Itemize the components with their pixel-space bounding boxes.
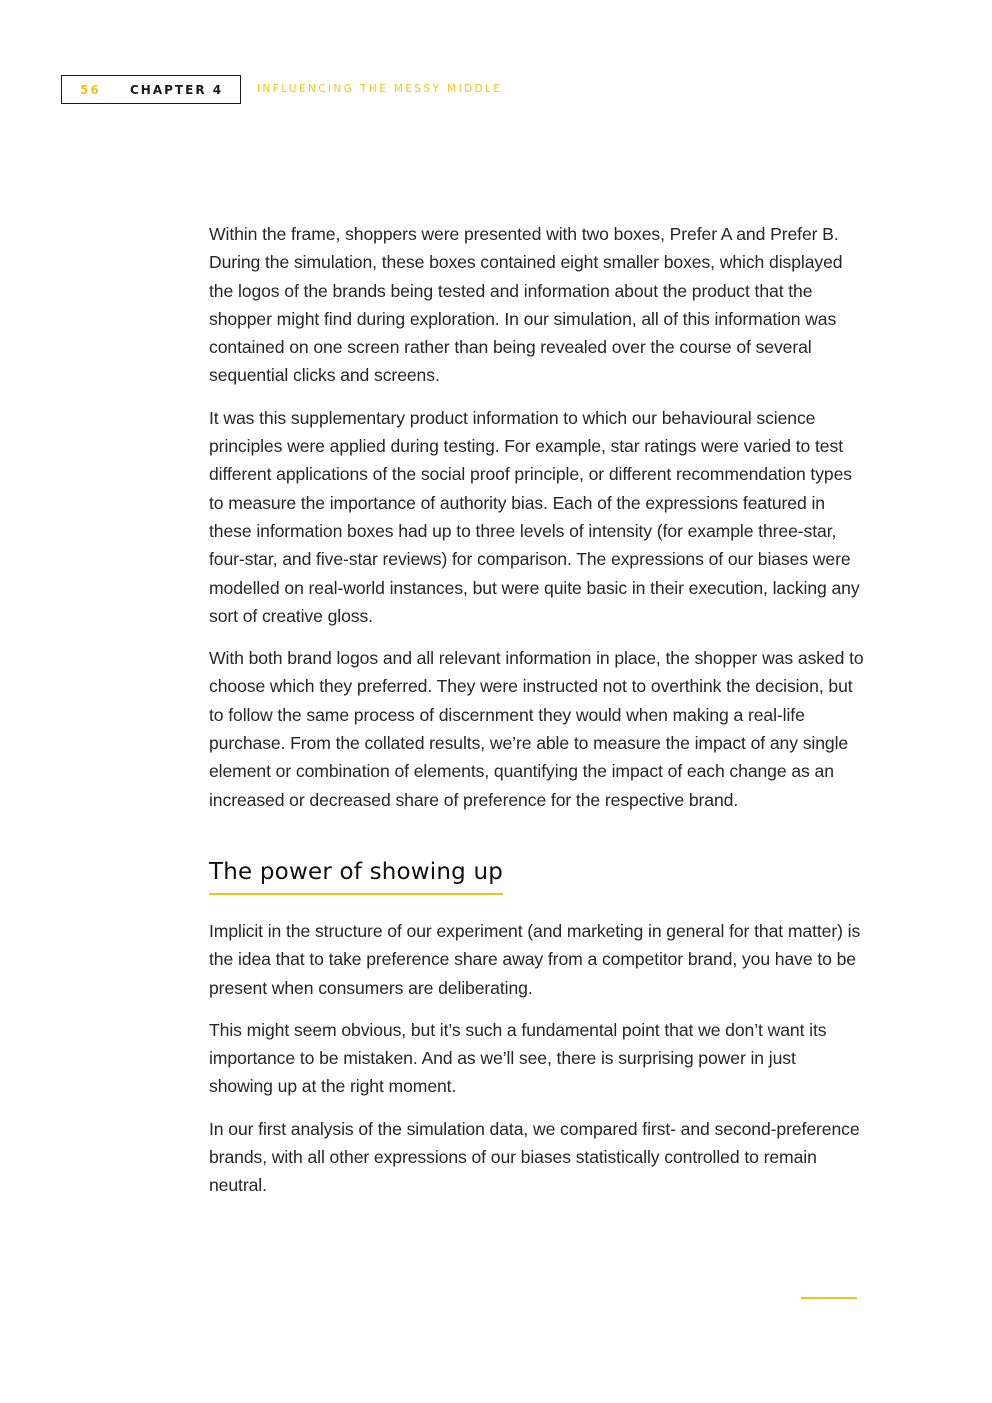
body-paragraph-5: This might seem obvious, but it’s such a fundamental point that we don’t want its importance to be mistaken. And as we’ll see, there is surprising power in just showing up at the right moment. (209, 1019, 827, 1097)
body-paragraph-6: In our first analysis of the simulation data, we compared first- and second-preference brands, with all other expressions of our biases statistically controlled to remain neutral. (209, 1118, 860, 1196)
chapter-header-box (61, 75, 241, 104)
chapter-label: CHAPTER 4 (130, 83, 224, 97)
page-number: 56 (80, 83, 101, 97)
body-paragraph-4: Implicit in the structure of our experiment (and marketing in general for that matter) is the idea that to take preference share away from a competitor brand, you have to be present when consumers are deliberating. (209, 920, 861, 998)
body-paragraph-3: With both brand logos and all relevant information in place, the shopper was asked to choose which they preferred. They were instructed not to overthink the decision, but to follow the same process of discernment they would when making a real-life purchase. From the collated results, we’re able to measure the impact of any single element or combination of elements, quantifying the impact of each change as an increased or decreased share of preference for the respective brand. (209, 648, 864, 810)
section-heading: The power of showing up (209, 858, 503, 895)
page-content (209, 220, 864, 1214)
footer-accent-rule (801, 1297, 857, 1299)
running-title: INFLUENCING THE MESSY MIDDLE (257, 83, 503, 95)
body-paragraph-1: Within the frame, shoppers were presented with two boxes, Prefer A and Prefer B. During the simulation, these boxes contained eight smaller boxes, which displayed the logos of the brands being tested and information about the product that the shopper might find during exploration. In our simulation, all of this information was contained on one screen rather than being revealed over the course of several sequential clicks and screens. (209, 224, 843, 386)
body-paragraph-2: It was this supplementary product information to which our behavioural science principles were applied during testing. For example, star ratings were varied to test different applications of the social proof principle, or different recommendation types to measure the importance of authority bias. Each of the expressions featured in these information boxes had up to three levels of intensity (for example three-star, four-star, and five-star reviews) for comparison. The expressions of our biases were modelled on real-world instances, but were quite basic in their execution, lacking any sort of creative gloss. (209, 407, 860, 626)
